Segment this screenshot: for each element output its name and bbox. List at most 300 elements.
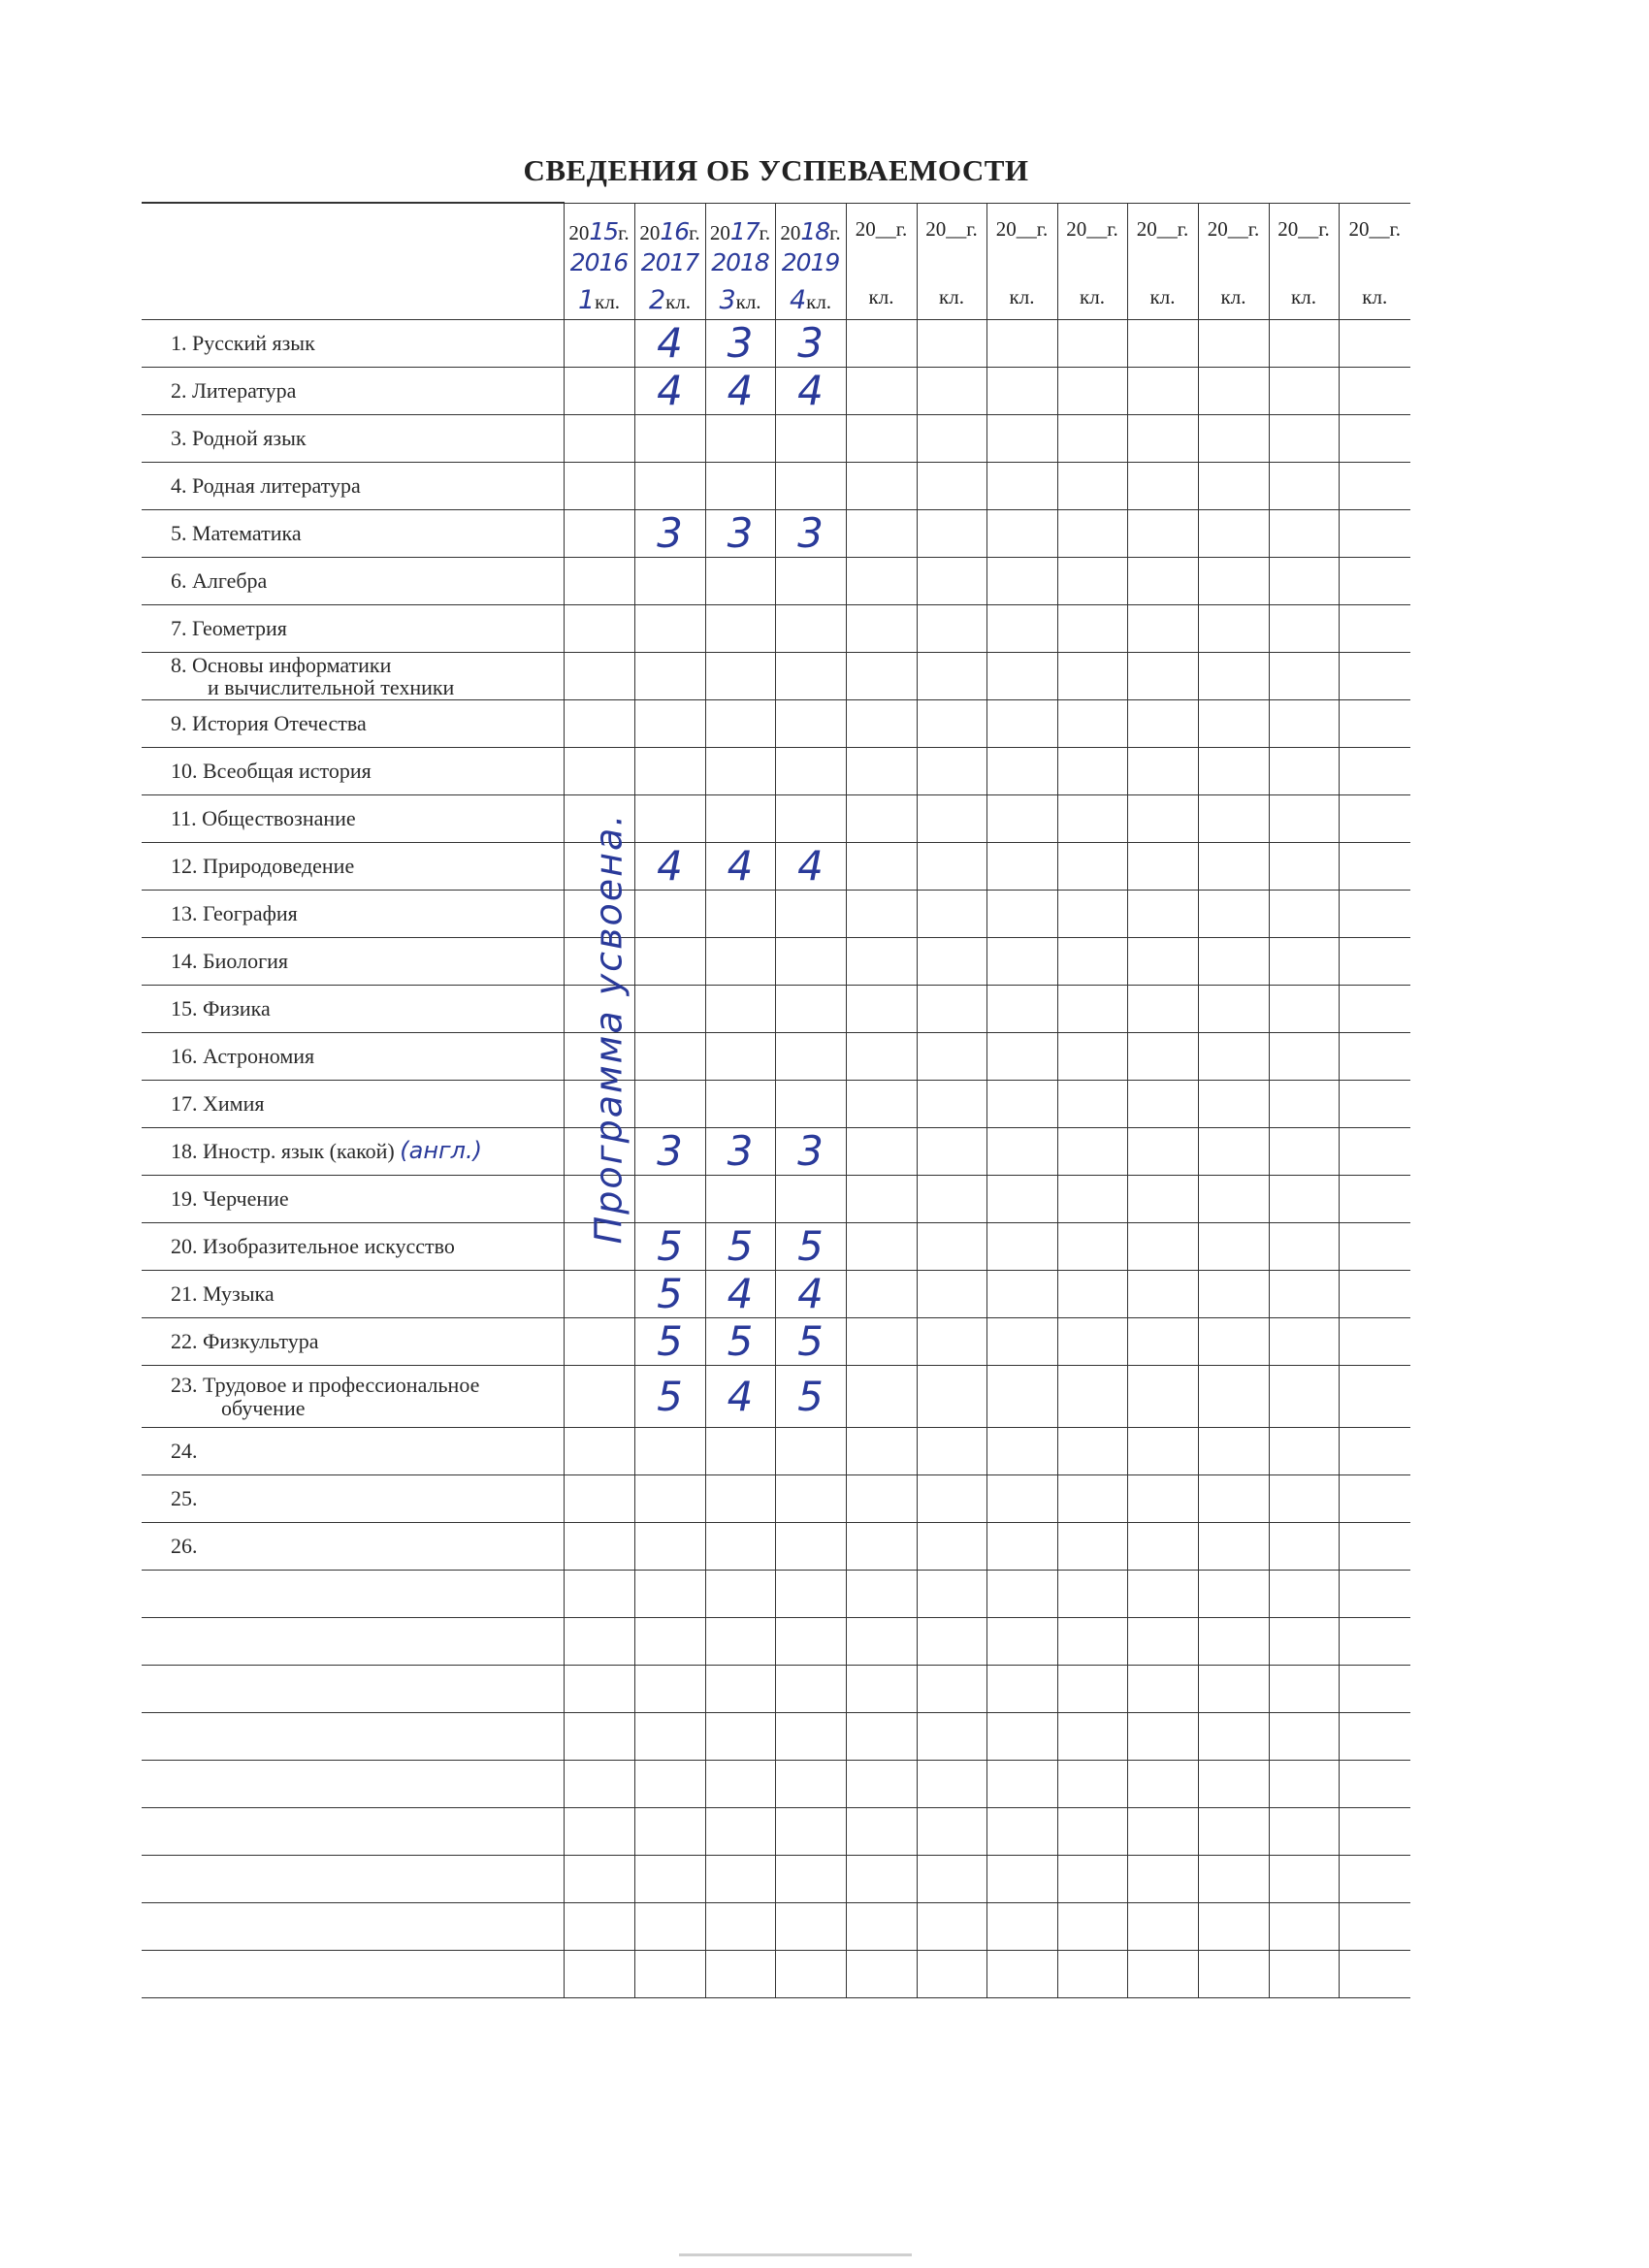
grade-cell xyxy=(846,653,917,700)
grade-cell xyxy=(986,1033,1057,1081)
grade-cell xyxy=(1198,1033,1269,1081)
grade-cell xyxy=(1057,1271,1127,1318)
grade-cell xyxy=(1269,368,1339,415)
grade-cell xyxy=(564,415,634,463)
blank-cell xyxy=(1198,1618,1269,1666)
year-label: 20__г. xyxy=(855,216,908,241)
blank-cell xyxy=(775,1903,846,1951)
grade-cell xyxy=(775,1033,846,1081)
blank-cell xyxy=(634,1808,705,1856)
grade-cell xyxy=(917,653,986,700)
year-column-header xyxy=(986,203,1057,320)
subject-name: 8. Основы информатики и вычислительной техники xyxy=(142,653,564,700)
subject-row xyxy=(142,1223,1410,1271)
blank-cell xyxy=(917,1571,986,1618)
grade-cell xyxy=(564,368,634,415)
subject-name: 2. Литература xyxy=(142,368,564,415)
grade-cell xyxy=(1057,320,1127,368)
subject-row xyxy=(142,510,1410,558)
grade-cell xyxy=(634,653,705,700)
subject-row xyxy=(142,1523,1410,1571)
grade-cell xyxy=(1269,1033,1339,1081)
grade-cell xyxy=(634,938,705,986)
blank-cell xyxy=(986,1571,1057,1618)
grade-cell xyxy=(634,986,705,1033)
blank-cell xyxy=(1339,1618,1410,1666)
blank-cell xyxy=(564,1571,634,1618)
grade-cell xyxy=(917,748,986,795)
blank-cell xyxy=(634,1571,705,1618)
blank-cell xyxy=(142,1903,564,1951)
grade-cell xyxy=(1269,986,1339,1033)
year-column-header xyxy=(1269,203,1339,320)
subject-name: 6. Алгебра xyxy=(142,558,564,605)
grade-cell xyxy=(775,463,846,510)
year-label: 2017г. xyxy=(709,216,771,245)
class-label: 4кл. xyxy=(789,284,832,315)
year-column-header xyxy=(846,203,917,320)
grade-cell xyxy=(1057,510,1127,558)
handwritten-year-end: 2019 xyxy=(781,247,840,276)
year-column-header xyxy=(1127,203,1198,320)
grade-cell xyxy=(775,558,846,605)
grade-cell xyxy=(1269,1081,1339,1128)
grade-cell xyxy=(1339,1523,1410,1571)
grade-cell xyxy=(917,891,986,938)
grade-cell xyxy=(705,986,775,1033)
grade-cell xyxy=(775,795,846,843)
blank-cell xyxy=(775,1666,846,1713)
grade-cell xyxy=(1057,463,1127,510)
grade-cell: 4 xyxy=(634,843,705,891)
grade-cell xyxy=(1269,1176,1339,1223)
grade-cell xyxy=(917,1523,986,1571)
subject-name: 22. Физкультура xyxy=(142,1318,564,1366)
grade-cell xyxy=(705,748,775,795)
handwritten-year-end: 2018 xyxy=(711,247,769,276)
blank-cell xyxy=(705,1951,775,1998)
blank-cell xyxy=(846,1903,917,1951)
grade-cell: 5 xyxy=(634,1223,705,1271)
grade-cell xyxy=(1127,510,1198,558)
grade-cell xyxy=(1127,1176,1198,1223)
grade-cell xyxy=(917,1318,986,1366)
grade-cell xyxy=(1339,653,1410,700)
handwritten-year-start: 18 xyxy=(800,216,830,245)
grade-cell xyxy=(564,510,634,558)
grade-cell xyxy=(564,463,634,510)
subject-name: 5. Математика xyxy=(142,510,564,558)
grade-cell xyxy=(1057,1176,1127,1223)
grade-cell xyxy=(1339,1318,1410,1366)
grade-cell xyxy=(1057,843,1127,891)
subject-name: 7. Геометрия xyxy=(142,605,564,653)
handwritten-class-number: 1 xyxy=(577,284,596,315)
grade-cell xyxy=(846,1081,917,1128)
grade-cell xyxy=(1057,1523,1127,1571)
year-label: 20__г. xyxy=(1207,216,1260,241)
grade-cell xyxy=(1269,938,1339,986)
grade-cell xyxy=(1269,1428,1339,1475)
grade-cell xyxy=(1339,1128,1410,1176)
grade-cell xyxy=(917,938,986,986)
subject-row xyxy=(142,1318,1410,1366)
year-label: 20__г. xyxy=(1348,216,1401,241)
grade-cell xyxy=(705,938,775,986)
blank-cell xyxy=(986,1761,1057,1808)
grade-cell xyxy=(1198,795,1269,843)
blank-cell xyxy=(775,1761,846,1808)
subject-row xyxy=(142,463,1410,510)
subject-header-cell xyxy=(142,203,564,320)
grade-cell xyxy=(917,986,986,1033)
subject-row xyxy=(142,1128,1410,1176)
blank-cell xyxy=(1269,1666,1339,1713)
blank-cell xyxy=(564,1713,634,1761)
grade-cell xyxy=(705,415,775,463)
blank-cell xyxy=(986,1618,1057,1666)
grade-cell xyxy=(846,558,917,605)
handwritten-year-start: 15 xyxy=(589,216,619,245)
grade-cell xyxy=(1127,463,1198,510)
grade-cell xyxy=(1339,1081,1410,1128)
grade-cell xyxy=(564,1318,634,1366)
grade-cell xyxy=(917,1271,986,1318)
grade-cell: 3 xyxy=(705,320,775,368)
grade-cell xyxy=(846,795,917,843)
grade-cell xyxy=(1127,368,1198,415)
year-label: 20__г. xyxy=(1066,216,1118,241)
grade-cell xyxy=(917,843,986,891)
handwritten-year-end: 2017 xyxy=(640,247,699,276)
blank-cell xyxy=(1127,1571,1198,1618)
grade-cell xyxy=(705,891,775,938)
class-label: кл. xyxy=(868,284,894,308)
blank-cell xyxy=(705,1808,775,1856)
grade-cell xyxy=(986,1366,1057,1428)
blank-cell xyxy=(1339,1713,1410,1761)
subject-name: 4. Родная литература xyxy=(142,463,564,510)
grade-cell xyxy=(1198,748,1269,795)
grade-cell xyxy=(1269,653,1339,700)
grade-cell xyxy=(564,1033,634,1081)
grade-cell xyxy=(634,463,705,510)
grade-cell xyxy=(1198,653,1269,700)
grade-cell xyxy=(1339,415,1410,463)
blank-cell xyxy=(142,1761,564,1808)
blank-cell xyxy=(775,1713,846,1761)
subject-row xyxy=(142,415,1410,463)
grade-cell xyxy=(1339,1033,1410,1081)
grade-cell xyxy=(775,1428,846,1475)
blank-cell xyxy=(917,1761,986,1808)
handwritten-year-end: 2016 xyxy=(569,247,629,276)
blank-cell xyxy=(1269,1571,1339,1618)
year-label: 20__г. xyxy=(1136,216,1189,241)
blank-cell xyxy=(705,1666,775,1713)
blank-cell xyxy=(846,1808,917,1856)
grade-cell xyxy=(1127,558,1198,605)
year-column-header xyxy=(564,203,634,320)
blank-cell xyxy=(634,1903,705,1951)
grade-cell xyxy=(1057,748,1127,795)
blank-cell xyxy=(1339,1571,1410,1618)
blank-cell xyxy=(142,1618,564,1666)
blank-cell xyxy=(634,1666,705,1713)
blank-cell xyxy=(705,1856,775,1903)
grade-cell xyxy=(1057,1428,1127,1475)
grade-cell xyxy=(1127,843,1198,891)
grade-cell xyxy=(1339,748,1410,795)
grade-cell xyxy=(846,1033,917,1081)
subject-name: 11. Обществознание xyxy=(142,795,564,843)
blank-cell xyxy=(564,1761,634,1808)
grade-cell xyxy=(705,1475,775,1523)
grade-cell xyxy=(634,605,705,653)
grade-cell xyxy=(1339,843,1410,891)
subject-row xyxy=(142,891,1410,938)
grade-cell xyxy=(634,748,705,795)
grade-cell xyxy=(1198,510,1269,558)
blank-row xyxy=(142,1903,1410,1951)
year-label: 20__г. xyxy=(995,216,1049,241)
grade-cell xyxy=(634,891,705,938)
grade-cell xyxy=(1198,368,1269,415)
grade-cell xyxy=(564,1271,634,1318)
grade-cell xyxy=(775,1081,846,1128)
grade-cell xyxy=(846,463,917,510)
grade-cell xyxy=(1198,415,1269,463)
grade-cell xyxy=(775,605,846,653)
grade-cell xyxy=(1057,368,1127,415)
grade-cell xyxy=(1269,1475,1339,1523)
blank-cell xyxy=(142,1856,564,1903)
blank-cell xyxy=(917,1951,986,1998)
grade-cell xyxy=(986,510,1057,558)
blank-cell xyxy=(564,1951,634,1998)
grade-cell: 4 xyxy=(634,320,705,368)
blank-cell xyxy=(634,1713,705,1761)
grade-cell xyxy=(705,795,775,843)
subject-row xyxy=(142,1475,1410,1523)
grade-cell xyxy=(986,1475,1057,1523)
grade-cell xyxy=(1127,1128,1198,1176)
grade-cell xyxy=(564,1081,634,1128)
grade-cell xyxy=(1127,795,1198,843)
grade-cell xyxy=(1339,320,1410,368)
grade-cell xyxy=(1127,1475,1198,1523)
grade-cell xyxy=(1198,463,1269,510)
blank-cell xyxy=(1198,1666,1269,1713)
blank-cell xyxy=(142,1666,564,1713)
grade-cell xyxy=(564,700,634,748)
grade-cell xyxy=(1269,795,1339,843)
subject-row xyxy=(142,1428,1410,1475)
grade-cell xyxy=(564,1428,634,1475)
grade-cell xyxy=(1198,605,1269,653)
grade-cell xyxy=(917,1176,986,1223)
grade-cell xyxy=(634,1176,705,1223)
grade-cell xyxy=(1198,1271,1269,1318)
grade-cell xyxy=(634,1475,705,1523)
grade-cell xyxy=(986,1176,1057,1223)
subject-row xyxy=(142,653,1410,700)
handwritten-class-number: 4 xyxy=(789,284,807,315)
grade-cell: 5 xyxy=(775,1223,846,1271)
grade-cell xyxy=(705,1033,775,1081)
grade-cell: 5 xyxy=(634,1318,705,1366)
year-column-header xyxy=(917,203,986,320)
grade-cell xyxy=(564,1366,634,1428)
grade-cell xyxy=(1057,558,1127,605)
grade-cell xyxy=(1057,795,1127,843)
grade-cell xyxy=(1339,463,1410,510)
grade-cell xyxy=(1339,986,1410,1033)
grade-cell xyxy=(1127,938,1198,986)
grade-cell xyxy=(705,700,775,748)
grade-cell: 4 xyxy=(775,368,846,415)
grade-cell xyxy=(1127,653,1198,700)
blank-cell xyxy=(1339,1808,1410,1856)
class-label: 3кл. xyxy=(719,284,761,315)
grade-cell xyxy=(1269,1366,1339,1428)
grade-cell xyxy=(846,700,917,748)
grade-cell xyxy=(634,1523,705,1571)
blank-cell xyxy=(1269,1761,1339,1808)
grade-cell xyxy=(846,510,917,558)
blank-cell xyxy=(775,1808,846,1856)
grade-cell: 4 xyxy=(705,368,775,415)
grade-cell xyxy=(986,415,1057,463)
grade-cell xyxy=(1057,605,1127,653)
class-label: кл. xyxy=(939,284,964,308)
grade-cell xyxy=(917,415,986,463)
blank-cell xyxy=(1057,1571,1127,1618)
grade-cell xyxy=(917,368,986,415)
grade-cell xyxy=(1269,415,1339,463)
blank-cell xyxy=(1198,1808,1269,1856)
subject-row xyxy=(142,1081,1410,1128)
grade-cell xyxy=(1057,415,1127,463)
grade-cell xyxy=(846,748,917,795)
grade-cell xyxy=(1127,1033,1198,1081)
handwritten-year-start: 16 xyxy=(660,216,690,245)
grade-cell xyxy=(846,891,917,938)
blank-cell xyxy=(142,1808,564,1856)
grade-cell xyxy=(1269,510,1339,558)
grade-cell xyxy=(846,1271,917,1318)
grade-cell xyxy=(1057,1475,1127,1523)
grade-cell xyxy=(1339,558,1410,605)
grade-cell xyxy=(846,1223,917,1271)
grade-cell xyxy=(846,368,917,415)
grade-cell xyxy=(1198,1081,1269,1128)
blank-cell xyxy=(775,1856,846,1903)
subject-row xyxy=(142,986,1410,1033)
subject-row xyxy=(142,843,1410,891)
grade-cell xyxy=(564,748,634,795)
blank-cell xyxy=(142,1951,564,1998)
grade-cell xyxy=(846,1428,917,1475)
blank-cell xyxy=(1127,1808,1198,1856)
blank-cell xyxy=(846,1618,917,1666)
blank-cell xyxy=(1269,1618,1339,1666)
grade-cell xyxy=(1127,891,1198,938)
grade-cell xyxy=(564,605,634,653)
grade-cell xyxy=(1198,1428,1269,1475)
blank-cell xyxy=(846,1761,917,1808)
grade-cell xyxy=(564,891,634,938)
subject-row xyxy=(142,700,1410,748)
grade-cell xyxy=(1127,1318,1198,1366)
grade-cell xyxy=(986,795,1057,843)
grade-cell xyxy=(634,558,705,605)
grade-cell xyxy=(634,1081,705,1128)
grade-cell xyxy=(775,700,846,748)
grade-cell xyxy=(705,558,775,605)
blank-cell xyxy=(634,1856,705,1903)
grade-cell xyxy=(917,463,986,510)
grade-cell xyxy=(564,938,634,986)
grade-cell xyxy=(986,1428,1057,1475)
grade-cell xyxy=(986,368,1057,415)
grade-cell: 4 xyxy=(775,843,846,891)
grade-cell xyxy=(986,938,1057,986)
grade-cell: 4 xyxy=(775,1271,846,1318)
blank-cell xyxy=(986,1903,1057,1951)
subject-name: 25. xyxy=(142,1475,564,1523)
blank-cell xyxy=(705,1903,775,1951)
grade-cell: 4 xyxy=(705,843,775,891)
blank-cell xyxy=(1057,1761,1127,1808)
grade-cell xyxy=(1057,938,1127,986)
grade-cell xyxy=(1339,1475,1410,1523)
blank-cell xyxy=(846,1951,917,1998)
grade-cell xyxy=(1127,1366,1198,1428)
grade-cell xyxy=(1198,1176,1269,1223)
grade-cell xyxy=(986,653,1057,700)
grade-cell xyxy=(986,748,1057,795)
blank-cell xyxy=(1057,1856,1127,1903)
subject-name: 26. xyxy=(142,1523,564,1571)
class-label: кл. xyxy=(1362,284,1388,308)
grade-cell xyxy=(1127,1428,1198,1475)
blank-row xyxy=(142,1666,1410,1713)
grade-cell xyxy=(986,1081,1057,1128)
blank-cell xyxy=(1269,1903,1339,1951)
subject-name: 15. Физика xyxy=(142,986,564,1033)
handwritten-language-note: (англ.) xyxy=(400,1137,482,1165)
grade-cell xyxy=(1269,1223,1339,1271)
grade-cell xyxy=(1198,1223,1269,1271)
grade-cell xyxy=(1057,1081,1127,1128)
subject-row xyxy=(142,368,1410,415)
grade-cell xyxy=(1339,891,1410,938)
grade-cell xyxy=(1339,938,1410,986)
grade-cell: 3 xyxy=(775,510,846,558)
subject-row xyxy=(142,1176,1410,1223)
blank-row xyxy=(142,1808,1410,1856)
grade-cell xyxy=(917,558,986,605)
grade-cell xyxy=(846,843,917,891)
grade-cell xyxy=(846,1366,917,1428)
grade-cell xyxy=(775,986,846,1033)
blank-cell xyxy=(1057,1713,1127,1761)
blank-cell xyxy=(986,1951,1057,1998)
grade-cell xyxy=(986,1128,1057,1176)
grade-cell xyxy=(564,1223,634,1271)
grade-cell xyxy=(705,1081,775,1128)
